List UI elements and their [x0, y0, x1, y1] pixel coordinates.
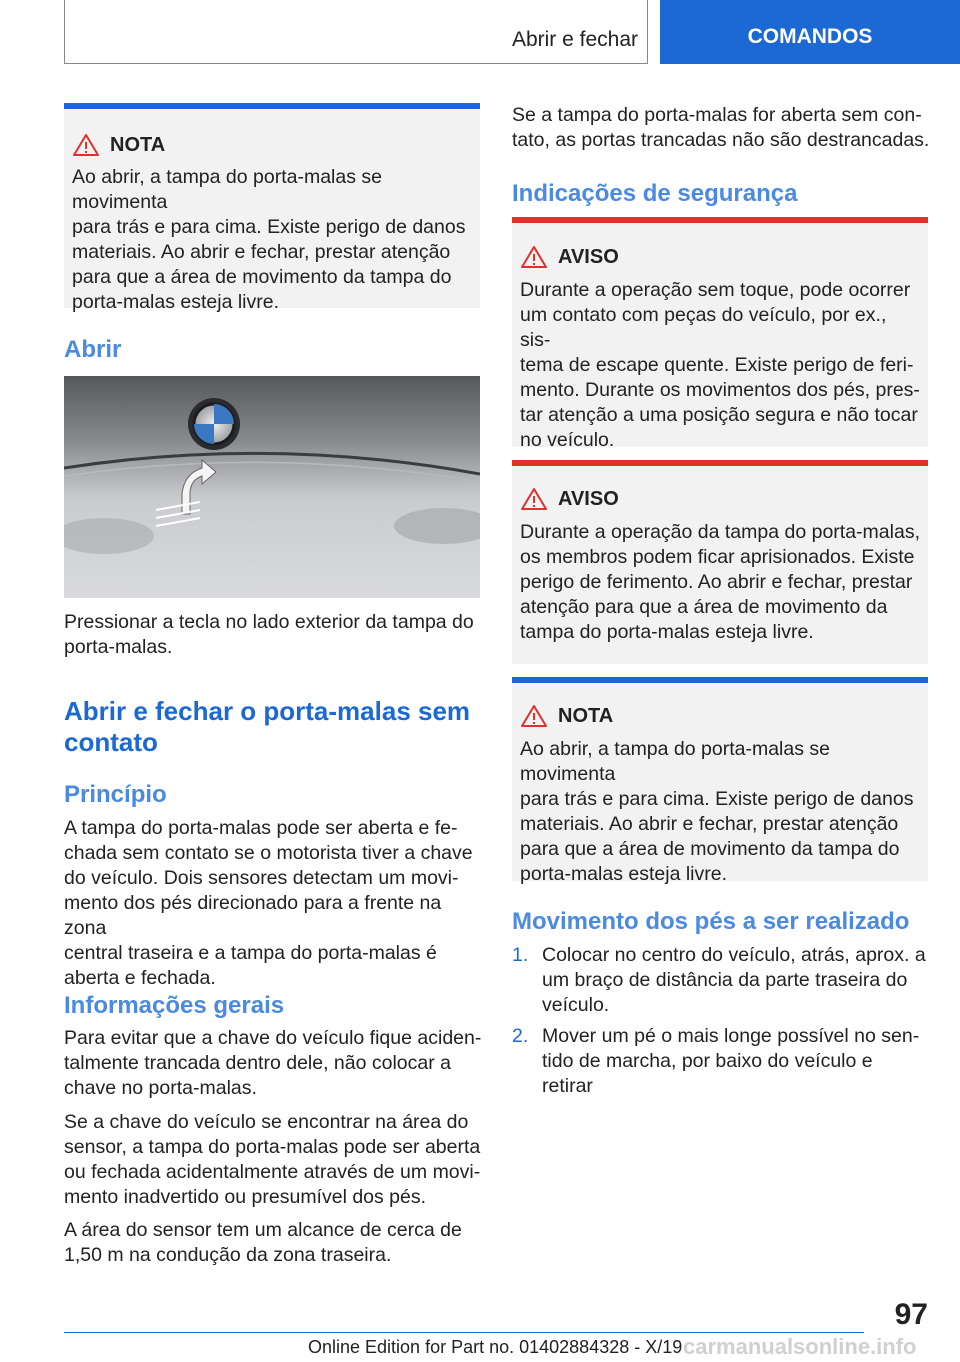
text-line: mento inadvertido ou presumível dos pés. — [64, 1186, 427, 1208]
info-paragraph-3 — [64, 1218, 484, 1268]
text-line: Se a chave do veículo se encontrar na área do — [64, 1111, 469, 1133]
text-line: 1,50 m na condução da zona traseira. — [64, 1244, 392, 1266]
text-line: um contato com peças do veículo, por ex., sis- — [520, 304, 887, 351]
text-line: para trás e para cima. Existe perigo de danos — [72, 216, 466, 238]
nota-header — [520, 704, 613, 728]
text-line: do veículo. Dois sensores detectam um movi- — [64, 867, 459, 889]
aviso-title: AVISO — [558, 245, 619, 268]
text-line: veículo. — [542, 994, 610, 1016]
text-line: A tampa do porta-malas pode ser aberta e fe- — [64, 817, 458, 839]
text-line: tar atenção a uma posição segura e não tocar — [520, 404, 918, 426]
nota-text — [520, 737, 922, 887]
aviso-text — [520, 520, 922, 645]
text-line: um braço de distância da parte traseira do — [542, 969, 908, 991]
text-line: mento dos pés direcionado para a frente na zona — [64, 892, 442, 939]
intro-paragraph — [512, 103, 932, 153]
text-line: porta-malas esteja livre. — [72, 291, 279, 313]
text-line: atenção para que a área de movimento da — [520, 596, 888, 618]
heading-line: Abrir e fechar o porta-malas sem — [64, 696, 471, 726]
text-line: Ao abrir, a tampa do porta-malas se movimenta — [520, 738, 830, 785]
text-line: tato, as portas trancadas não são destrancadas. — [512, 129, 930, 151]
text-line: mento. Durante os movimentos dos pés, pres- — [520, 379, 920, 401]
text-line: para que a área de movimento da tampa do — [520, 838, 900, 860]
warning-icon — [520, 245, 548, 269]
text-line: Durante a operação sem toque, pode ocorrer — [520, 279, 911, 301]
aviso-bar — [512, 460, 928, 466]
text-line: chada sem contato se o motorista tiver a chave — [64, 842, 473, 864]
info-paragraph-1 — [64, 1026, 484, 1101]
step-text — [542, 1024, 928, 1099]
info-heading: Informações gerais — [64, 992, 285, 1019]
abrir-heading: Abrir — [64, 336, 122, 363]
text-line: A área do sensor tem um alcance de cerca de — [64, 1219, 462, 1241]
text-line: central traseira e a tampa do porta-malas é — [64, 942, 437, 964]
text-line: Para evitar que a chave do veículo fique aciden- — [64, 1027, 482, 1049]
text-line: para trás e para cima. Existe perigo de danos — [520, 788, 914, 810]
nota-header — [72, 133, 165, 157]
text-line: tido de marcha, por baixo do veículo e retirar — [542, 1050, 873, 1097]
page-number: 97 — [894, 1298, 928, 1331]
edition-info: Online Edition for Part no. 01402884328 - X/19 — [308, 1337, 683, 1357]
header-chapter-tab: COMANDOS — [660, 0, 960, 64]
watermark: carmanualsonline.info — [683, 1334, 917, 1359]
trunk-illustration — [64, 376, 480, 598]
text-line: ou fechada acidentalmente através de um movi- — [64, 1161, 481, 1183]
text-line: talmente trancada dentro dele, não colocar a — [64, 1052, 452, 1074]
text-line: Mover um pé o mais longe possível no sen- — [542, 1025, 920, 1047]
text-line: materiais. Ao abrir e fechar, prestar atenção — [72, 241, 451, 263]
header-section-title: Abrir e fechar — [511, 28, 638, 51]
aviso-title: AVISO — [558, 487, 619, 510]
aviso-bar — [512, 217, 928, 223]
text-line: sensor, a tampa do porta-malas pode ser aberta — [64, 1136, 481, 1158]
safety-heading: Indicações de segurança — [512, 180, 798, 207]
nota-callout-left — [64, 103, 480, 313]
section-heading — [64, 696, 484, 758]
text-line: para que a área de movimento da tampa do — [72, 266, 452, 288]
nota-callout-right — [512, 677, 928, 885]
text-line: porta-malas esteja livre. — [520, 863, 727, 885]
step-text — [542, 943, 928, 1018]
text-line: Ao abrir, a tampa do porta-malas se movimenta — [72, 166, 382, 213]
nota-title: NOTA — [110, 133, 166, 156]
footer-divider — [64, 1332, 864, 1333]
aviso-header — [520, 487, 619, 511]
heading-line: contato — [64, 727, 158, 757]
nota-bar — [512, 677, 928, 683]
step-number: 1. — [512, 944, 529, 966]
principio-heading: Princípio — [64, 781, 167, 808]
text-line: aberta e fechada. — [64, 967, 216, 989]
text-line: tema de escape quente. Existe perigo de feri- — [520, 354, 914, 376]
nota-bar — [64, 103, 480, 109]
aviso-callout-2 — [512, 460, 928, 664]
aviso-text — [520, 278, 922, 453]
photo-caption — [64, 610, 480, 660]
text-line: Durante a operação da tampa do porta-malas, — [520, 521, 920, 543]
warning-icon — [520, 487, 548, 511]
text-line: Colocar no centro do veículo, atrás, aprox. a — [542, 944, 926, 966]
nota-title: NOTA — [558, 704, 614, 727]
text-line: chave no porta-malas. — [64, 1077, 257, 1099]
text-line: no veículo. — [520, 429, 615, 451]
text-line: perigo de ferimento. Ao abrir e fechar, prestar — [520, 571, 913, 593]
aviso-callout-1 — [512, 217, 928, 451]
text-line: os membros podem ficar aprisionados. Existe — [520, 546, 915, 568]
text-line: porta-malas. — [64, 636, 173, 658]
text-line: Se a tampa do porta-malas for aberta sem con- — [512, 104, 922, 126]
movement-heading: Movimento dos pés a ser realizado — [512, 908, 910, 935]
info-paragraph-2 — [64, 1110, 484, 1210]
text-line: materiais. Ao abrir e fechar, prestar atenção — [520, 813, 899, 835]
warning-icon — [520, 704, 548, 728]
step-number: 2. — [512, 1025, 529, 1047]
principio-text — [64, 816, 484, 991]
trunk-button-photo — [64, 376, 480, 598]
aviso-header — [520, 245, 619, 269]
nota-text — [72, 165, 474, 315]
text-line: Pressionar a tecla no lado exterior da tampa do — [64, 611, 474, 633]
warning-icon — [72, 133, 100, 157]
text-line: tampa do porta-malas esteja livre. — [520, 621, 814, 643]
